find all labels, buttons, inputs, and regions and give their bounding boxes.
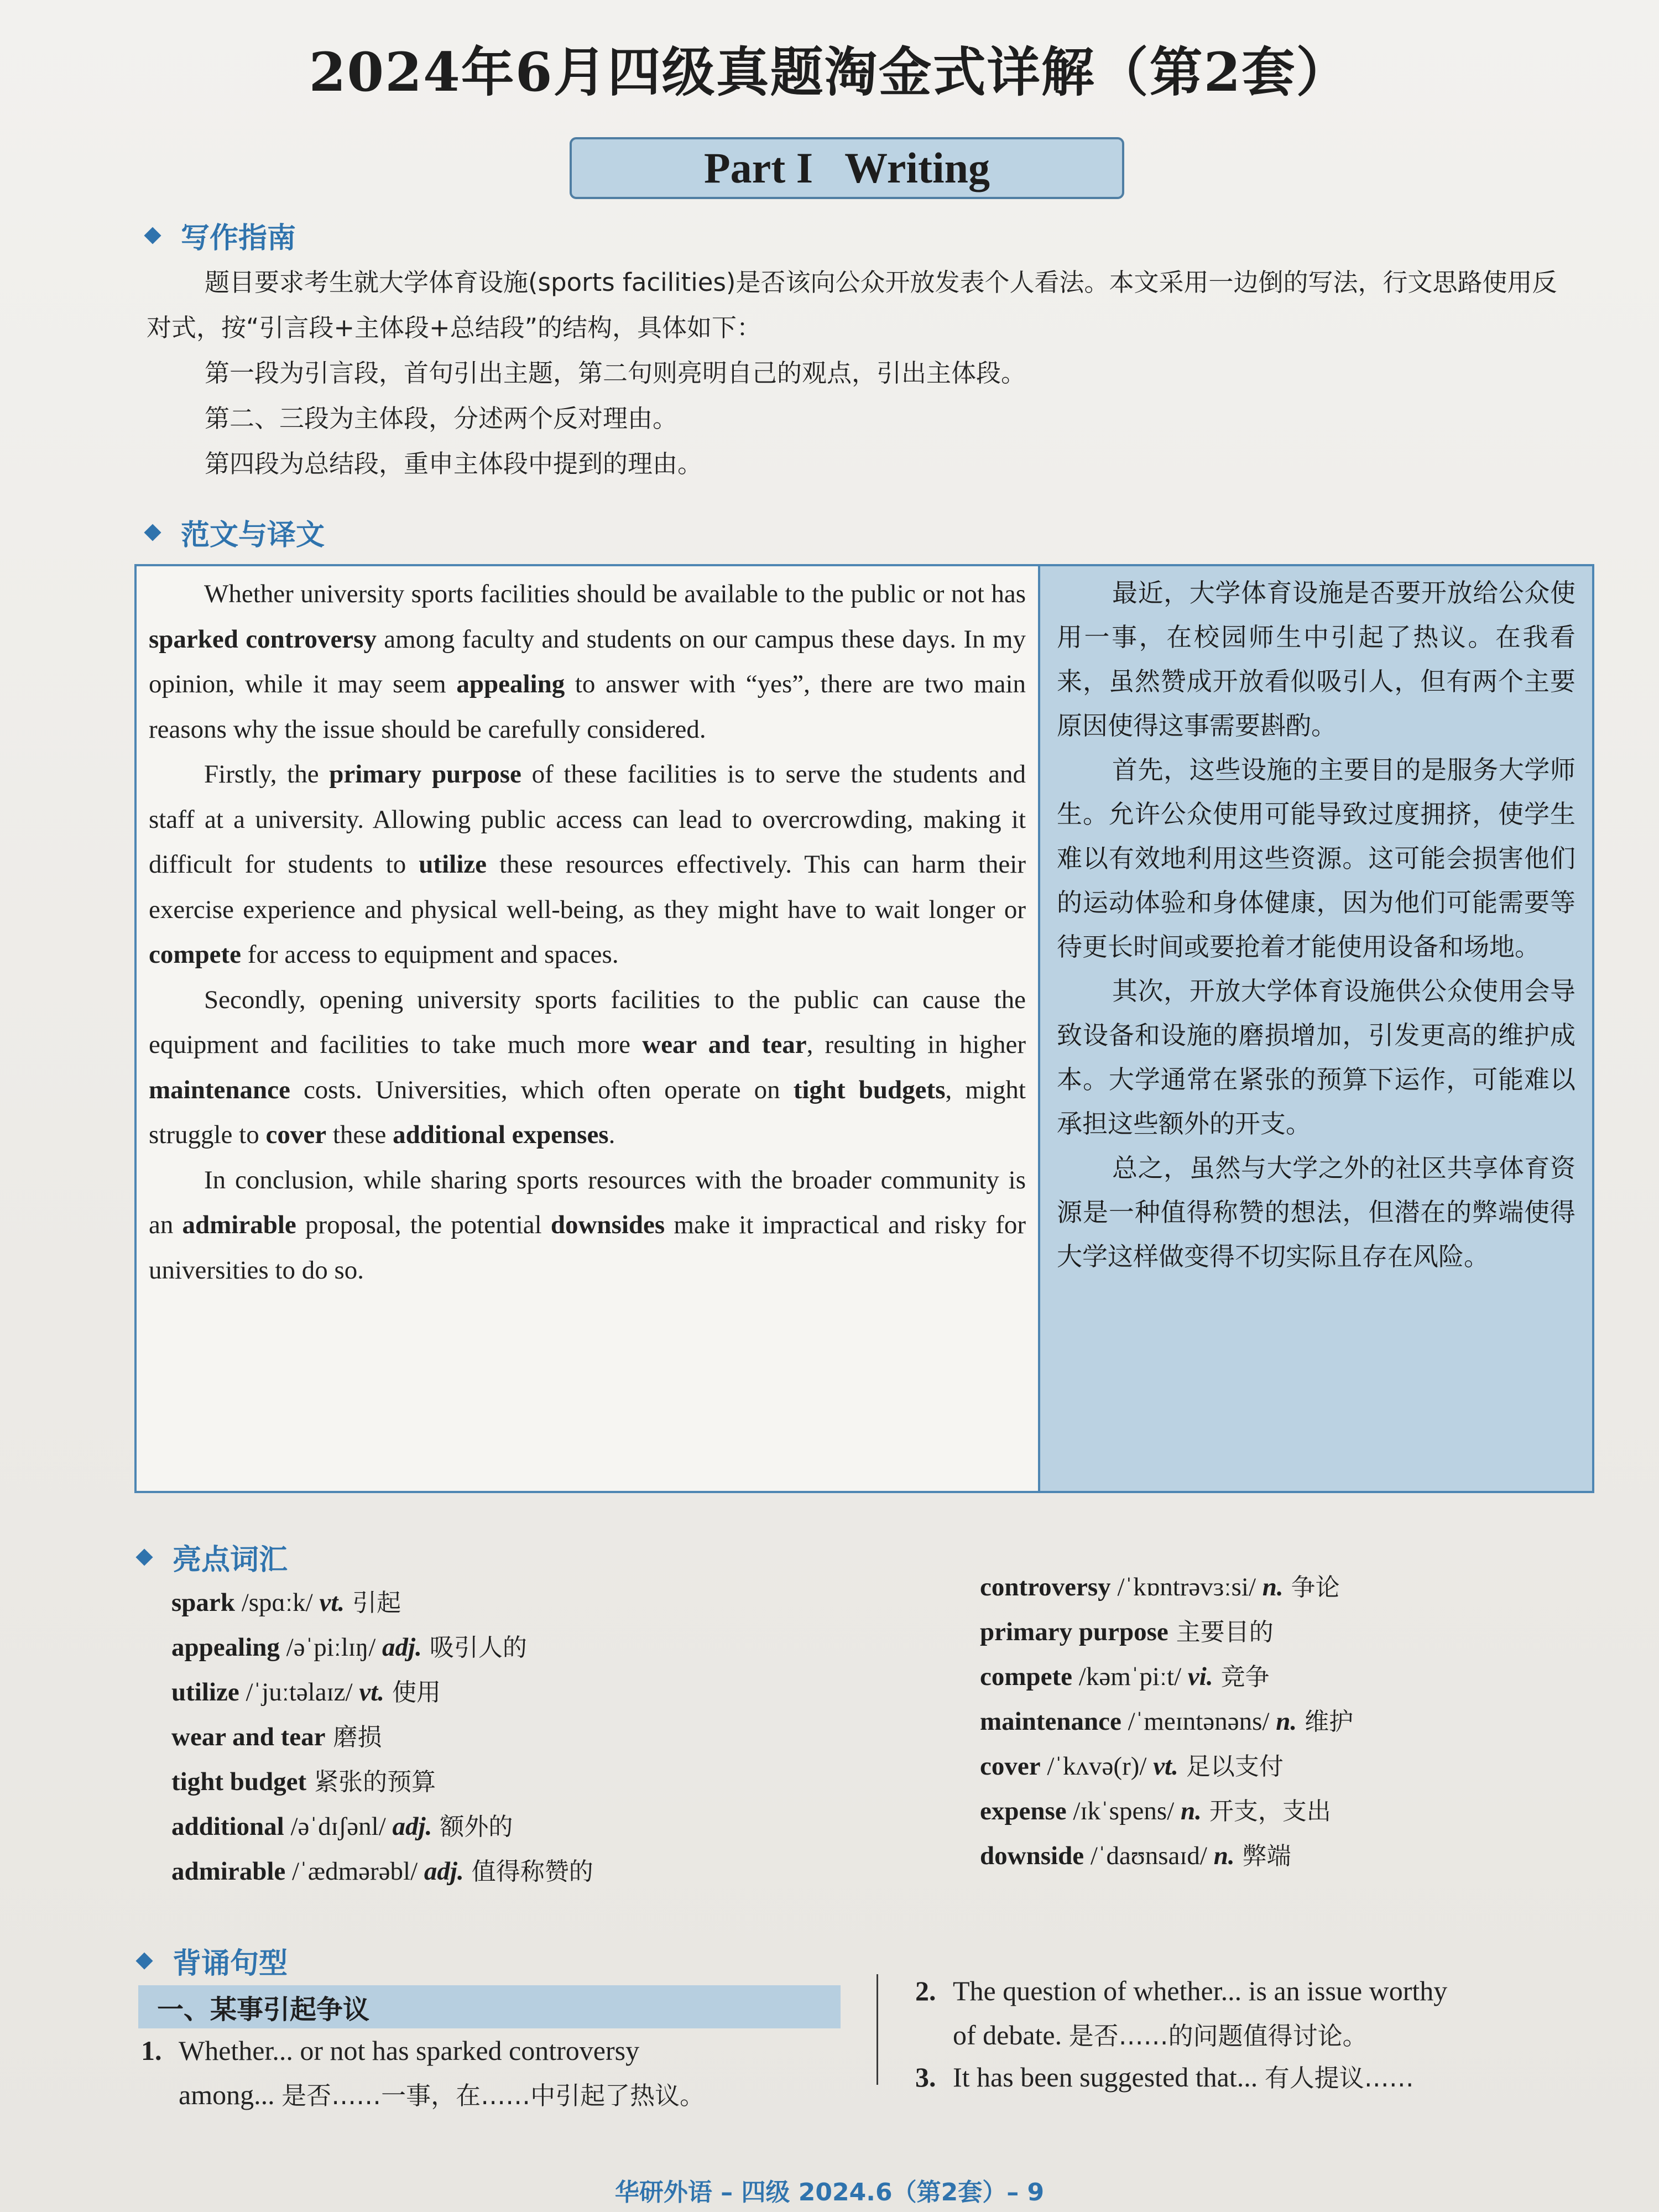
sentence-number: 1. [141,2035,162,2066]
vocab-item [980,1789,1353,1834]
sentence-number: 2. [915,1975,936,2006]
diamond-icon [135,1952,153,1969]
vocab-word: downside [980,1841,1084,1870]
essay-en-paragraph: Whether university sports facilities should be available to the public or not has sparked controversy among faculty and students on our campus these days. In my opinion, while it may seem appealing to answer with “yes”, there are two main reasons why the issue should be carefully considered. [149,580,1026,744]
vocab-meaning: 紧张的预算 [306,1768,436,1796]
section-essay-heading [147,512,325,553]
vocab-pos: adj. [375,1633,422,1662]
essay-en-paragraph: In conclusion, while sharing sports resources with the broader community is an admirable proposal, the potential downsides make it impractical and risky for universities to do so. [149,1165,1026,1285]
vocab-meaning: 竞争 [1213,1663,1270,1691]
guide-para-3: 第四段为总结段，重申主体段中提到的理由。 [205,449,703,478]
essay-translation [1038,566,1592,1491]
vocab-ipa: /kəmˈpiːt/ [1072,1662,1182,1691]
vocab-pos: vt. [352,1678,384,1707]
vocab-word: admirable [171,1857,286,1886]
vocab-ipa: /ˈkʌvə(r)/ [1040,1752,1147,1781]
vocab-ipa: /ˈædmərəbl/ [285,1857,418,1886]
vocab-list-left [171,1580,593,1894]
vocab-word: controversy [980,1573,1111,1601]
vocab-ipa: /ˈkɒntrəvɜːsi/ [1110,1573,1256,1601]
essay-english [137,566,1038,1491]
vocab-item [171,1715,593,1760]
part-title-box [570,137,1124,199]
diamond-icon [144,524,161,541]
guide-intro: 题目要求考生就大学体育设施(sports facilities)是否该向公众开放发表个人看法。本文采用一边倒的写法，行文思路使用反对式，按“引言段+主体段+总结段”的结构，具体如下： [147,268,1557,342]
sample-essay-box [134,564,1594,1493]
vocab-item [171,1670,593,1715]
sentence-cn: 是否……的问题值得讨论。 [1068,2021,1368,2051]
vocab-word: wear and tear [171,1723,326,1751]
sentence-cn: 有人提议…… [1264,2063,1414,2093]
sentence-en-cont: among... [179,2079,275,2110]
essay-en-paragraph: Secondly, opening university sports facilities to the public can cause the equipment and facilities to take much more wear and tear, resulting in higher maintenance costs. Universities, which often operate on tight budgets, might struggle to cover these additional expenses. [149,985,1026,1149]
diamond-icon [135,1548,153,1566]
sentence-en: The question of whether... is an issue worthy [953,1975,1448,2006]
sentence-cn: 是否……一事，在……中引起了热议。 [281,2081,705,2110]
vocab-ipa: /ˈjuːtəlaɪz/ [239,1678,353,1707]
column-divider [877,1974,878,2085]
vocab-item [171,1849,593,1894]
essay-cn-paragraph: 总之，虽然与大学之外的社区共享体育资源是一种值得称赞的想法，但潜在的弊端使得大学这样做变得不切实际且存在风险。 [1057,1153,1575,1271]
section-guide-heading [147,215,296,256]
section-essay-label: 范文与译文 [181,519,325,552]
vocab-pos: vi. [1181,1662,1213,1691]
vocab-item [980,1699,1353,1744]
essay-en-paragraph: Firstly, the primary purpose of these facilities is to serve the students and staff at a university. Allowing public access can lead to overcrowding, making it difficult for students to utilize these resources effectively. This can harm their exercise experience and physical well-being, as they might have to wait longer or compete for access to equipment and spaces. [149,760,1026,969]
essay-cn-paragraph: 首先，这些设施的主要目的是服务大学师生。允许公众使用可能导致过度拥挤，使学生难以有效地利用这些资源。这可能会损害他们的运动体验和身体健康，因为他们可能需要等待更长时间或要抢着才能使用设备和场地。 [1057,755,1575,962]
vocab-item [171,1625,593,1670]
vocab-item [171,1760,593,1804]
vocab-item [980,1565,1353,1610]
vocab-meaning: 引起 [345,1589,401,1617]
section-patterns-heading [138,1940,288,1981]
pattern-sentence-2 [915,1969,1447,2058]
vocab-ipa: /spɑːk/ [234,1588,313,1617]
vocab-meaning: 主要目的 [1168,1618,1274,1646]
vocab-ipa: /ɪkˈspens/ [1066,1797,1175,1825]
page-title: 2024年6月四级真题淘金式详解（第2套） [309,41,1350,103]
vocab-ipa: /ˈmeɪntənəns/ [1121,1707,1270,1736]
section-vocab-label: 亮点词汇 [173,1543,288,1577]
sentence-en: Whether... or not has sparked controversy [179,2035,640,2066]
sentence-en: It has been suggested that... [953,2062,1258,2093]
vocab-ipa: /ˈdaʊnsaɪd/ [1084,1841,1207,1870]
vocab-meaning: 维护 [1297,1708,1354,1736]
vocab-meaning: 吸引人的 [421,1634,527,1662]
vocab-word: cover [980,1752,1041,1781]
vocab-word: tight budget [171,1767,307,1796]
vocab-item [980,1610,1353,1655]
vocab-list-right [980,1565,1353,1879]
vocab-word: spark [171,1588,235,1617]
vocab-item [171,1580,593,1625]
guide-para-2: 第二、三段为主体段，分述两个反对理由。 [205,404,678,433]
pattern-sentence-1 [141,2028,705,2118]
vocab-word: utilize [171,1678,239,1707]
vocab-meaning: 足以支付 [1178,1752,1284,1781]
vocab-pos: n. [1174,1797,1202,1825]
vocab-word: appealing [171,1633,280,1662]
vocab-pos: vt. [1146,1752,1178,1781]
vocab-word: compete [980,1662,1073,1691]
vocab-pos: vt. [312,1588,345,1617]
vocab-meaning: 额外的 [432,1813,513,1841]
vocab-ipa: /əˈdɪʃənl/ [284,1812,386,1841]
vocab-word: primary purpose [980,1618,1168,1646]
vocab-meaning: 值得称赞的 [463,1858,593,1886]
vocab-pos: n. [1256,1573,1284,1601]
vocab-ipa: /əˈpiːlɪŋ/ [279,1633,376,1662]
writing-guide [147,260,1579,487]
vocab-meaning: 使用 [384,1678,441,1707]
sentence-number: 3. [915,2062,936,2093]
vocab-pos: adj. [385,1812,432,1841]
pattern-sentence-3 [915,2055,1414,2100]
vocab-meaning: 磨损 [325,1723,382,1751]
part-title: Part I Writing [703,144,990,192]
vocab-item [980,1744,1353,1789]
vocab-word: additional [171,1812,284,1841]
vocab-pos: adj. [418,1857,464,1886]
vocab-meaning: 开支，支出 [1201,1797,1331,1825]
essay-cn-paragraph: 最近，大学体育设施是否要开放给公众使用一事，在校园师生中引起了热议。在我看来，虽然赞成开放看似吸引人，但有两个主要原因使得这事需要斟酌。 [1057,578,1575,740]
vocab-item [171,1804,593,1849]
section-patterns-label: 背诵句型 [173,1947,288,1980]
diamond-icon [144,227,161,244]
vocab-item [980,1655,1353,1699]
section-guide-label: 写作指南 [181,222,296,255]
vocab-pos: n. [1269,1707,1297,1736]
pattern-subhead: 一、某事引起争议 [138,1985,841,2028]
sentence-en-cont: of debate. [953,2020,1062,2051]
essay-cn-paragraph: 其次，开放大学体育设施供公众使用会导致设备和设施的磨损增加，引发更高的维护成本。大学通常在紧张的预算下运作，可能难以承担这些额外的开支。 [1057,976,1575,1139]
guide-para-1: 第一段为引言段，首句引出主题，第二句则亮明自己的观点，引出主体段。 [205,358,1026,388]
vocab-word: maintenance [980,1707,1121,1736]
section-vocab-heading [138,1536,288,1578]
vocab-item [980,1834,1353,1879]
vocab-meaning: 弊端 [1234,1842,1291,1870]
vocab-meaning: 争论 [1283,1573,1340,1601]
vocab-pos: n. [1207,1841,1235,1870]
page-footer: 华研外语 – 四级 2024.6（第2套）– 9 [614,2178,1045,2206]
vocab-word: expense [980,1797,1067,1825]
